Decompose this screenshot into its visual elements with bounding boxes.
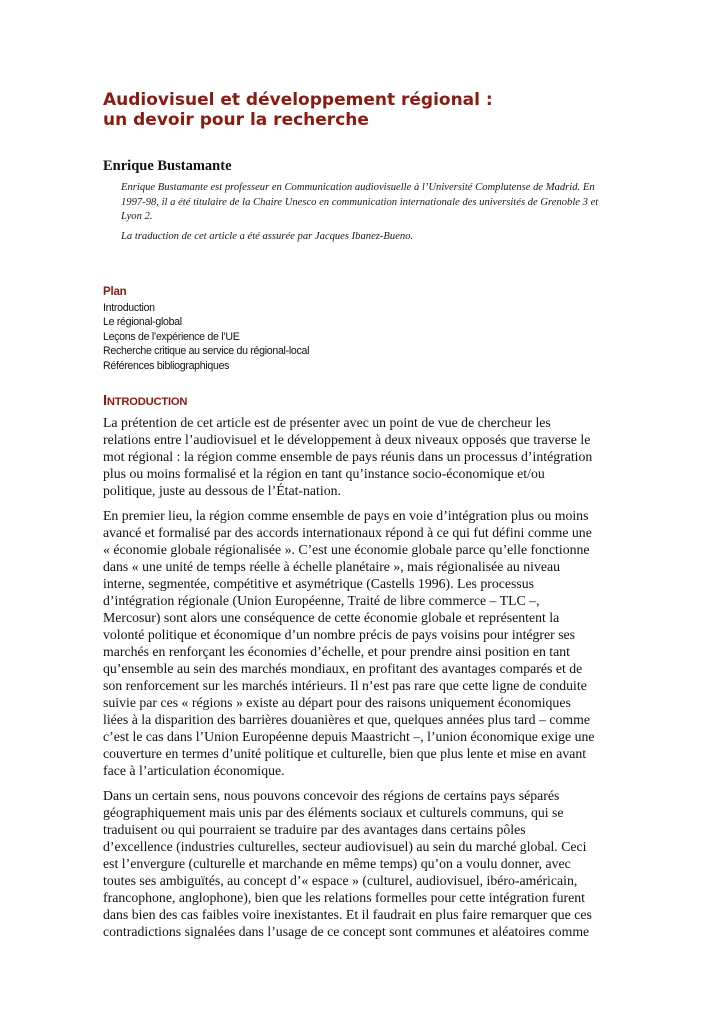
article-title — [103, 90, 493, 130]
paragraph-line: mot régional : la région comme ensemble de pays réunis dans un processus d’intégration — [103, 449, 593, 464]
paragraph-line: plus ou moins formalisé et la région en tant qu’instance socio-économique et/ou — [103, 466, 545, 481]
paragraph-line: face à l’articulation économique. — [103, 763, 285, 778]
paragraph-line: son renforcement sur les marchés intérieurs. Il n’est pas rare que cette ligne de conduite — [103, 678, 587, 693]
title-line-1: Audiovisuel et développement régional : — [103, 90, 493, 110]
paragraph-line: est l’envergure (culturelle et marchande en même temps) qu’on a voulu donner, avec — [103, 856, 571, 871]
plan-heading: Plan — [103, 286, 127, 298]
plan-outline — [103, 285, 309, 374]
paragraph-line: liées à la disparition des barrières douanières et que, quelques années plus tard – comme — [103, 712, 590, 727]
paragraph-line: marchés en renforçant les économies d’échelle, et pour prendre ainsi position en tant — [103, 644, 570, 659]
title-line-2: un devoir pour la recherche — [103, 110, 369, 130]
section-heading-introduction: INTRODUCTION — [103, 393, 188, 409]
author-name: Enrique Bustamante — [103, 158, 232, 174]
paragraph-line: d’intégration régionale (Union Européenne, Traité de libre commerce – TLC –, — [103, 593, 540, 608]
paragraph-line: volonté politique et économique d’un nombre précis de pays voisins pour intégrer ses — [103, 627, 576, 642]
paragraph-line: « économie globale régionalisée ». C’est une économie globale parce qu’elle fonctionne — [103, 542, 590, 557]
paragraph-line: francophone, anglophone), bien que les relations formelles pour cette intégration furent — [103, 890, 585, 905]
plan-link-recherche-critique[interactable]: Recherche critique au service du régional-local — [103, 345, 310, 358]
plan-link-lecons-ue[interactable]: Leçons de l’expérience de l’UE — [103, 330, 240, 343]
paragraph-line: interne, segmentée, compétitive et asymétrique (Castells 1996). Les processus — [103, 576, 535, 591]
translation-note: La traduction de cet article a été assurée par Jacques Ibanez-Bueno. — [121, 230, 414, 242]
article-body — [103, 414, 636, 948]
body-paragraph — [103, 787, 636, 940]
paragraph-line: dans bien des cas faibles voire inexistantes. Et il faudrait en plus faire remarquer que ces — [103, 907, 592, 922]
plan-link-regional-global[interactable]: Le régional-global — [103, 316, 182, 329]
paragraph-line: politique, juste au dessous de l’État-nation. — [103, 483, 341, 498]
author-bio-block — [121, 181, 621, 249]
paragraph-line: En premier lieu, la région comme ensemble de pays en voie d’intégration plus ou moins — [103, 508, 589, 523]
paragraph-line: traduisent ou qui pourraient se traduire par des avantages dans certains pôles — [103, 822, 526, 837]
plan-link-introduction[interactable]: Introduction — [103, 301, 155, 314]
body-paragraph — [103, 414, 636, 499]
paragraph-line: couverture en termes d’unité politique et culturelle, bien que plus lente et mise en avant — [103, 746, 587, 761]
paragraph-line: dans « une unité de temps réelle à échelle planétaire », mais régionalisée au niveau — [103, 559, 561, 574]
paragraph-line: contradictions signalées dans l’usage de ce concept sont communes et aléatoires comme — [103, 924, 590, 939]
author-bio: Enrique Bustamante est professeur en Communication audiovisuelle à l’Université Complutense de Madrid. En 1997-98, il a été titulaire de la Chaire Unesco en communication internationale des universités de Grenoble 3 et Lyon 2. — [121, 182, 599, 222]
plan-link-references[interactable]: Références bibliographiques — [103, 359, 230, 372]
paragraph-line: qu’ensemble au sein des marchés mondiaux, en profitant des avantages comparés et de — [103, 661, 583, 676]
paragraph-line: avancé et formalisé par des accords internationaux répond à ce qui fut défini comme une — [103, 525, 592, 540]
paragraph-line: Dans un certain sens, nous pouvons concevoir des régions de certains pays séparés — [103, 788, 560, 803]
paragraph-line: suivie par ces « régions » existe au départ pour des raisons uniquement économiques — [103, 695, 571, 710]
paragraph-line: relations entre l’audiovisuel et le développement à deux niveaux opposés que traverse le — [103, 432, 591, 447]
paragraph-line: Mercosur) sont alors une conséquence de cette économie globale et représentent la — [103, 610, 560, 625]
paragraph-line: La prétention de cet article est de présenter avec un point de vue de chercheur les — [103, 415, 551, 430]
paragraph-line: d’excellence (industries culturelles, secteur audiovisuel) au sein du marché global. Ceci — [103, 839, 587, 854]
paragraph-line: c’est le cas dans l’Union Européenne depuis Maastricht –, l’union économique exige une — [103, 729, 595, 744]
paragraph-line: toutes ses ambiguïtés, au concept d’« espace » (culturel, audiovisuel, ibéro-américain, — [103, 873, 578, 888]
body-paragraph — [103, 507, 636, 779]
paragraph-line: géographiquement mais unis par des éléments sociaux et culturels communs, qui se — [103, 805, 564, 820]
